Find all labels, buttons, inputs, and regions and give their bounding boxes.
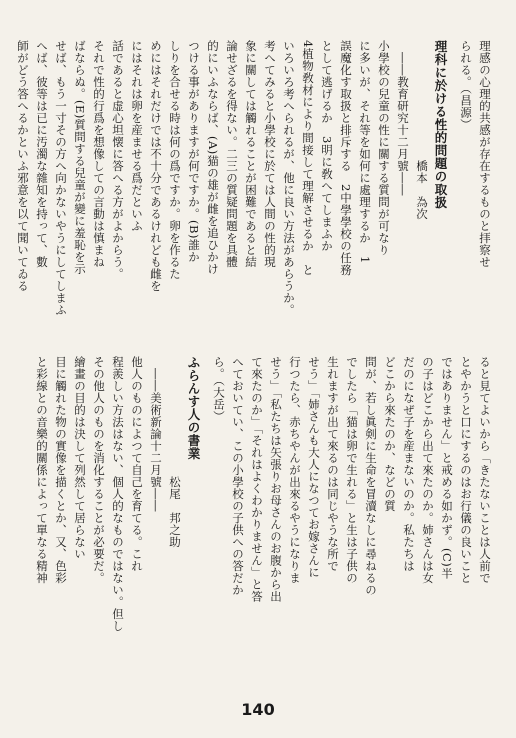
text-line: 4植物敎材により間接して理解させるか と xyxy=(301,40,315,276)
text-line: だのになぜ子を産まないのか。私たちは xyxy=(402,356,416,572)
text-line: どこから來たのか、などの質 xyxy=(383,356,397,512)
text-line: でしたら「猫は卵で生れる」と生は子供の xyxy=(345,356,359,584)
text-line: へておいてい、この小學校の子供への答だか xyxy=(231,356,245,596)
text-line: 生れますが出て來るのは同じやうな所で xyxy=(326,356,340,572)
text-line: 程羨しい方法はない、個人的なものではない。但し xyxy=(111,356,125,632)
text-line: の子はどこから出て來たのか。姉さんは女 xyxy=(421,356,435,584)
text-line: いろいろ考へられるが、他に良い方法があらうか。 xyxy=(282,40,296,316)
text-line: 師がどう答へるかといふ邪意を以て聞いてゐる xyxy=(16,40,30,292)
text-line: 話であると虚心坦懐に答へる方がよからう。 xyxy=(111,40,125,280)
text-line: 松尾 邦之助 xyxy=(168,356,182,548)
text-line: に多いが、それ等を如何に處理するか 1 xyxy=(358,40,372,264)
upper-text-block xyxy=(16,40,494,342)
text-line: せう」「姉さんも大人になつてお嫁さんに xyxy=(307,356,321,579)
text-line: 論せざるを得ない。二三の質疑問題を具體 xyxy=(225,40,239,268)
text-line: て來たのか」「それはよくわかりません」と答 xyxy=(250,356,264,603)
text-line: つける事がありますが何ですか。(B)誰か xyxy=(187,40,201,263)
text-line: ――教育研究十二月號―― xyxy=(396,40,410,196)
text-line: 考へてみると小學校に於ては人間の性的現 xyxy=(263,40,277,268)
text-line: 的にいふならば、(A)猫の雄が雌を追ひかけ xyxy=(206,40,220,275)
text-line: めにはそれだけでは不十分であるけれども雌を xyxy=(149,40,163,292)
text-line: 問が、若し眞剣に生命を冒瀆なしに尋ねるの xyxy=(364,356,378,596)
text-line: にはそれは卵を産ませる爲だといふ xyxy=(130,40,144,232)
text-line: 理感の心理的共感が存在するものと拝察せ xyxy=(478,40,492,268)
text-line: それで性的行爲を想像しての言動は慎まね xyxy=(92,40,106,268)
text-line: せう」「私たちは矢張りお母さんのお腹から出 xyxy=(269,356,283,603)
text-line: 誤魔化す取扱と排斥する 2中學學校の任務 xyxy=(339,40,353,276)
text-line: 行つたら、赤ちやんが出來るやうになりま xyxy=(288,356,302,584)
text-line: とやかうと口にするのはお行儀の良いこと xyxy=(459,356,473,584)
text-line: と彩線との音樂的關係によって單なる精神 xyxy=(35,356,49,584)
text-line: 繪畫の目的は決して列然して居らない xyxy=(73,356,87,560)
text-line: 橋本 為次 xyxy=(415,40,429,220)
text-line: 目に觸れた物の實像を描くとか、又、色彩 xyxy=(54,356,68,584)
text-line: ばならぬ。(E)質問する兒童が變に羞恥を示 xyxy=(73,40,87,275)
text-line: 小學校の兒童の性に關する質問が可なり xyxy=(377,40,391,256)
text-line: ると見てよいから「きたないことは人前で xyxy=(478,356,492,584)
text-line: その他人のものを消化することが必要だ。 xyxy=(92,356,106,584)
text-line: 象に關しては觸れることが困難であると結 xyxy=(244,40,258,268)
text-line: ら。（大岳） xyxy=(212,356,226,423)
text-line: ――美術新論十二月號―― xyxy=(149,356,163,512)
text-line: として逃げるか 3明に敎へてしまふか xyxy=(320,40,334,252)
lower-text-block xyxy=(32,356,494,686)
text-line: 他人のものによつて自己を育てる。これ xyxy=(130,356,144,572)
text-line: られる。（昌源） xyxy=(459,40,473,131)
page-number: 140 xyxy=(241,700,275,719)
text-line: しりを合せる時は何の爲ですか。卵を作るた xyxy=(168,40,182,280)
text-line: ふらんす人の書業 xyxy=(186,356,201,460)
text-line: へば、彼等は已に汚濁な雜知を持って、數 xyxy=(35,40,49,268)
text-line: 理科に於ける性的問題の取扱 xyxy=(433,40,448,209)
text-line: せば、もう一寸その方へ向かないやうにしてしまふ xyxy=(54,40,68,316)
text-line: ではありません」と戒める如かず。(C)半 xyxy=(440,356,454,580)
